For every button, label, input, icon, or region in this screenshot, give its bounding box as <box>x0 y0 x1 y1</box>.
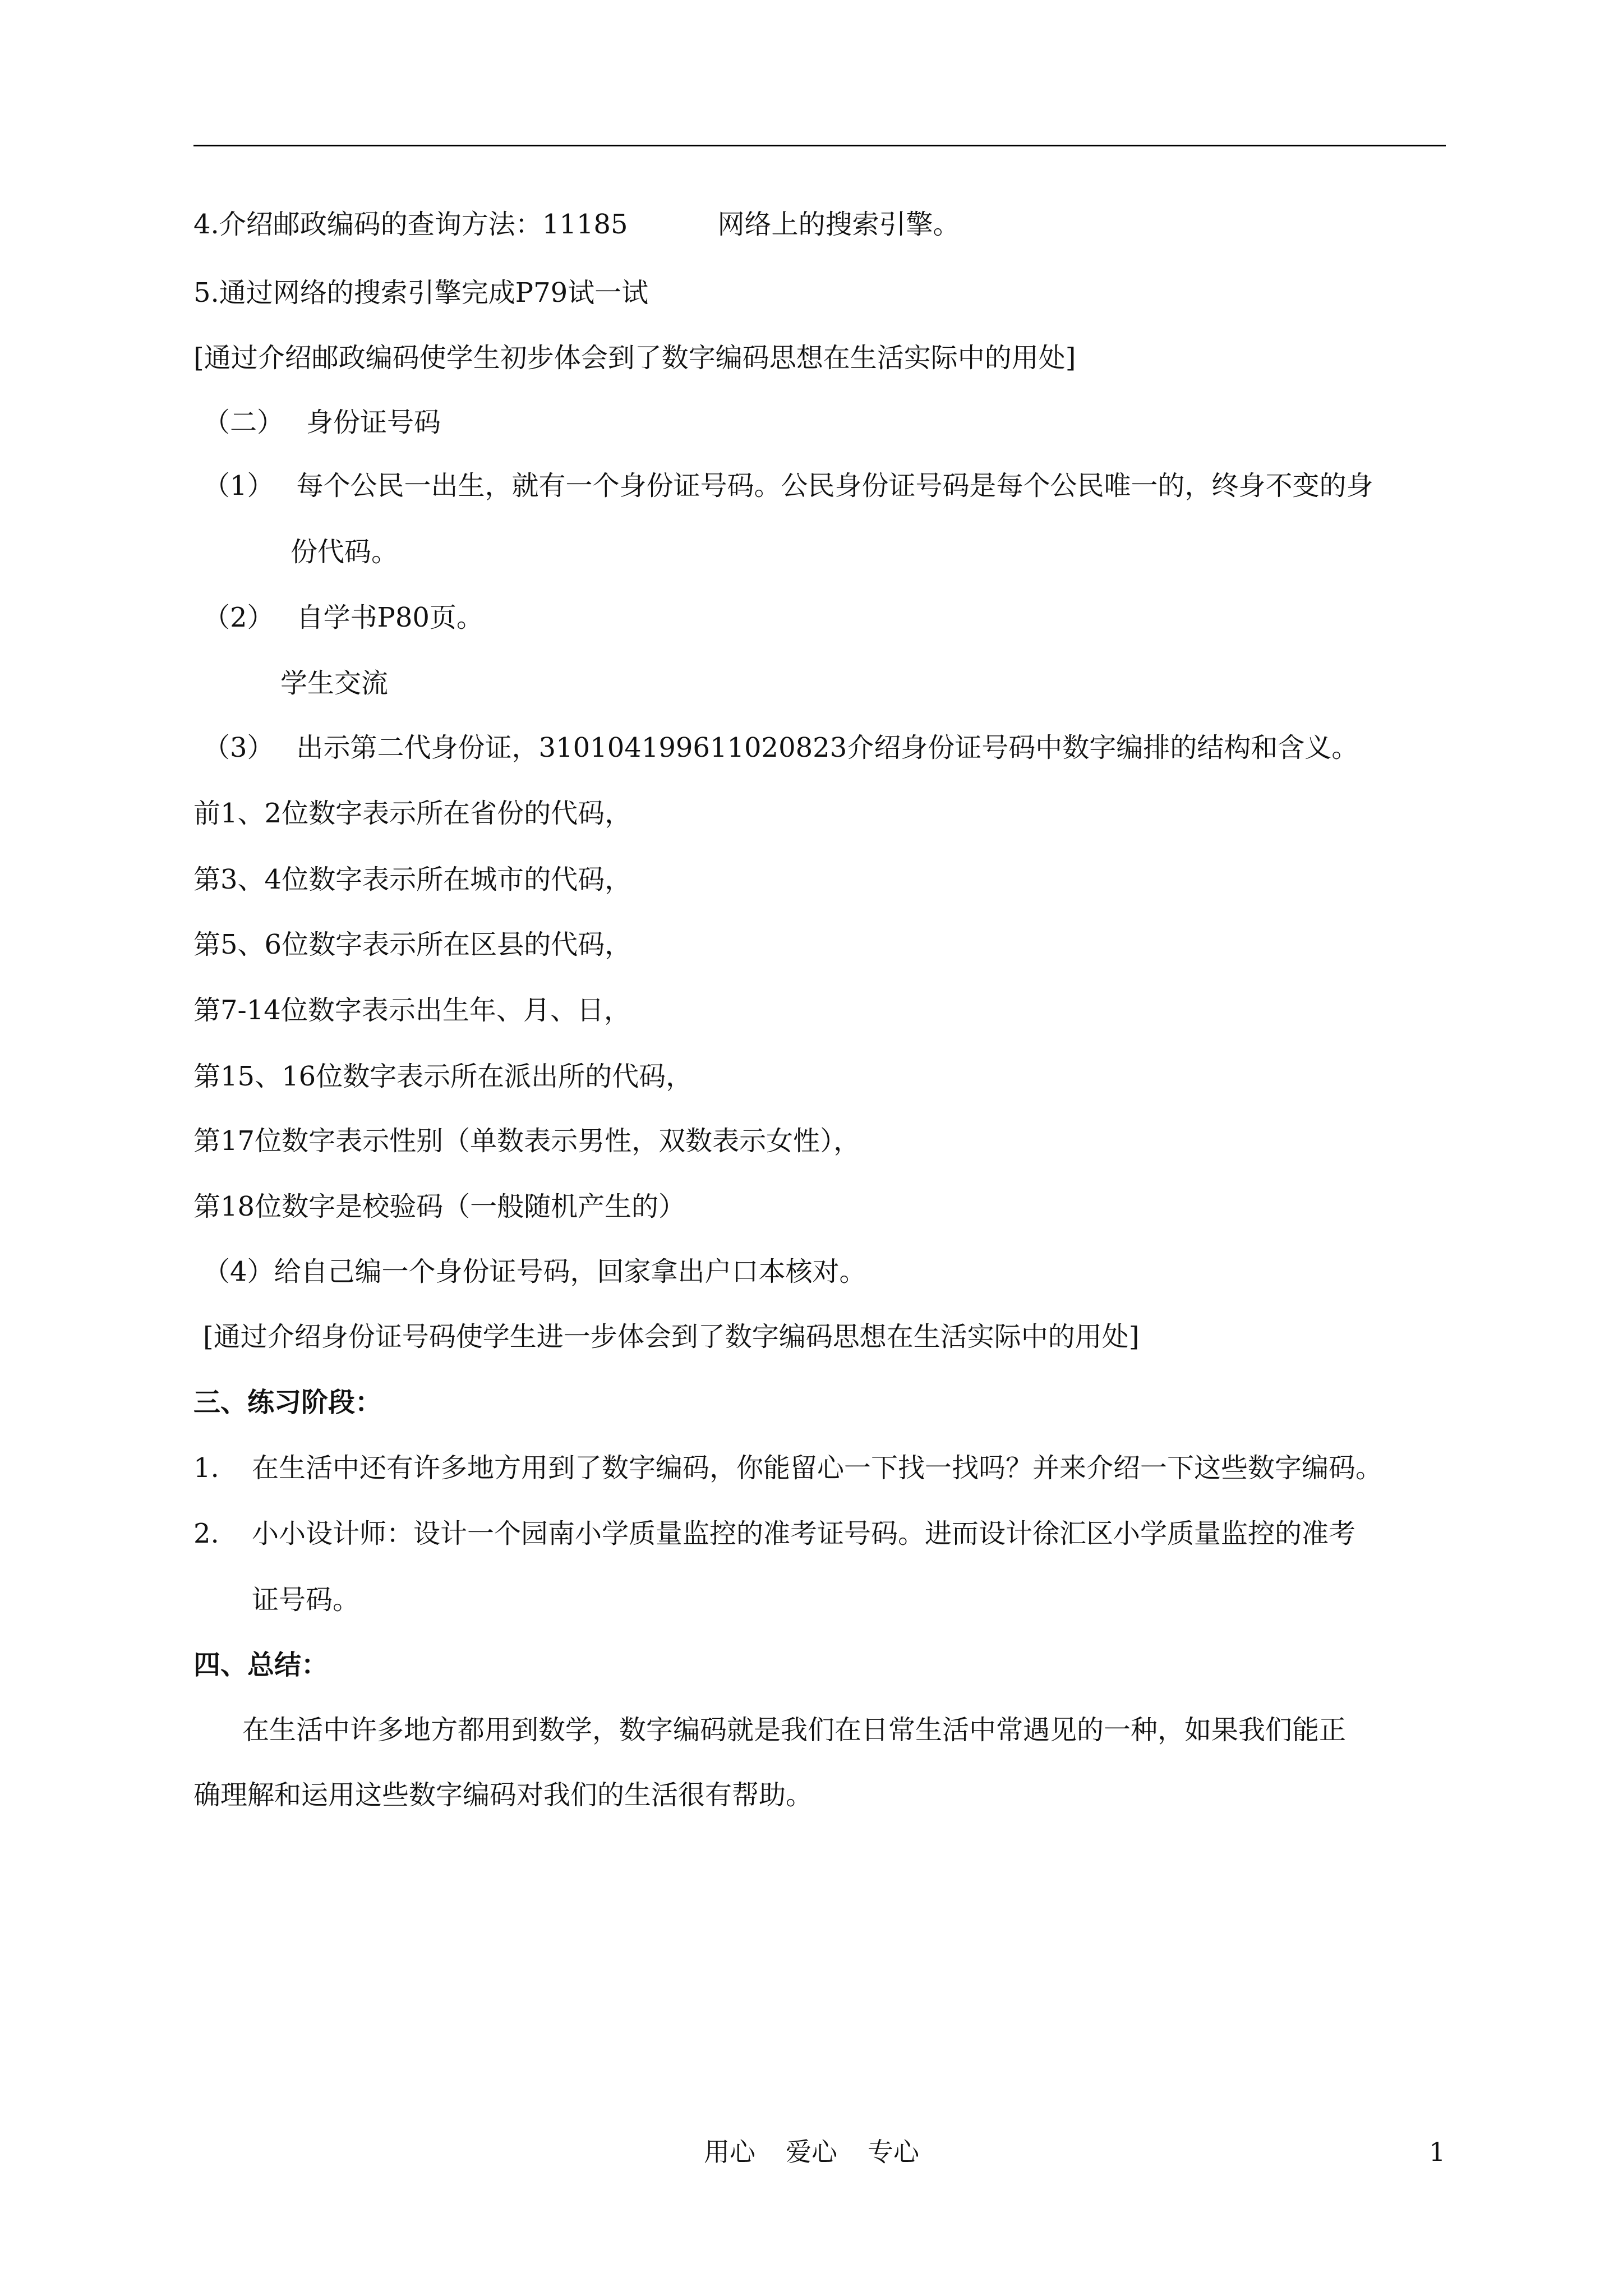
item-number: （2） <box>203 602 274 633</box>
line-summary-2: 确理解和运用这些数字编码对我们的生活很有帮助。 <box>193 1779 813 1811</box>
search-engine-text: 网络上的搜索引擎。 <box>717 209 960 240</box>
heading-practice-stage: 三、练习阶段： <box>193 1387 382 1418</box>
practice-number: 2. <box>193 1518 219 1549</box>
line-id-card-note: [通过介绍身份证号码使学生进一步体会到了数字编码思想在生活实际中的用处] <box>203 1321 1140 1352</box>
line-digits-7-14: 第7-14位数字表示出生年、月、日， <box>193 995 631 1026</box>
section-number: （二） <box>203 407 284 438</box>
line-item-2 <box>203 602 483 633</box>
line-practice-1 <box>193 1452 1382 1484</box>
footer-motto-1: 用心 <box>704 2137 755 2167</box>
line-digits-1-2: 前1、2位数字表示所在省份的代码， <box>193 798 632 829</box>
item-text: 出示第二代身份证，310104199611020823介绍身份证号码中数字编排的结构和含义。 <box>296 732 1359 763</box>
line-item-1 <box>203 470 1373 501</box>
heading-summary: 四、总结： <box>193 1649 329 1681</box>
footer-motto-2: 爱心 <box>786 2137 837 2167</box>
line-practice-2-continued: 证号码。 <box>252 1584 360 1616</box>
item-text: 每个公民一出生，就有一个身份证号码。公民身份证号码是每个公民唯一的，终身不变的身 <box>296 470 1373 501</box>
line-digit-17: 第17位数字表示性别（单数表示男性，双数表示女性）， <box>193 1125 861 1157</box>
line-digit-18: 第18位数字是校验码（一般随机产生的） <box>193 1191 686 1222</box>
item-number: （1） <box>203 470 274 501</box>
item-number: （3） <box>203 732 274 763</box>
line-digits-3-4: 第3、4位数字表示所在城市的代码， <box>193 864 632 895</box>
line-postcode-lookup <box>193 209 960 240</box>
line-postcode-note: [通过介绍邮政编码使学生初步体会到了数字编码思想在生活实际中的用处] <box>193 342 1076 374</box>
line-digits-15-16: 第15、16位数字表示所在派出所的代码， <box>193 1061 693 1092</box>
postcode-lookup-text: 4.介绍邮政编码的查询方法：11185 <box>193 209 628 240</box>
line-summary-1: 在生活中许多地方都用到数学，数字编码就是我们在日常生活中常遇见的一种，如果我们能正 <box>242 1714 1347 1746</box>
line-item-1-continued: 份代码。 <box>291 536 399 568</box>
page-number: 1 <box>1429 2137 1446 2167</box>
line-search-exercise: 5.通过网络的搜索引擎完成P79试一试 <box>193 277 649 309</box>
item-text: 自学书P80页。 <box>296 602 483 633</box>
header-rule <box>193 145 1446 146</box>
line-practice-2 <box>193 1518 1355 1549</box>
line-item-3 <box>203 732 1358 763</box>
line-digits-5-6: 第5、6位数字表示所在区县的代码， <box>193 929 632 960</box>
line-item-4: （4）给自己编一个身份证号码，回家拿出户口本核对。 <box>203 1256 866 1287</box>
footer-motto <box>0 2136 1623 2168</box>
practice-number: 1. <box>193 1452 219 1484</box>
line-student-exchange: 学生交流 <box>280 668 389 699</box>
section-title: 身份证号码 <box>306 407 441 438</box>
practice-text: 在生活中还有许多地方用到了数字编码，你能留心一下找一找吗？并来介绍一下这些数字编码。 <box>252 1452 1383 1484</box>
footer-motto-3: 专心 <box>868 2137 919 2167</box>
practice-text: 小小设计师：设计一个园南小学质量监控的准考证号码。进而设计徐汇区小学质量监控的准考 <box>252 1518 1356 1549</box>
section-heading-id-card <box>203 407 441 438</box>
